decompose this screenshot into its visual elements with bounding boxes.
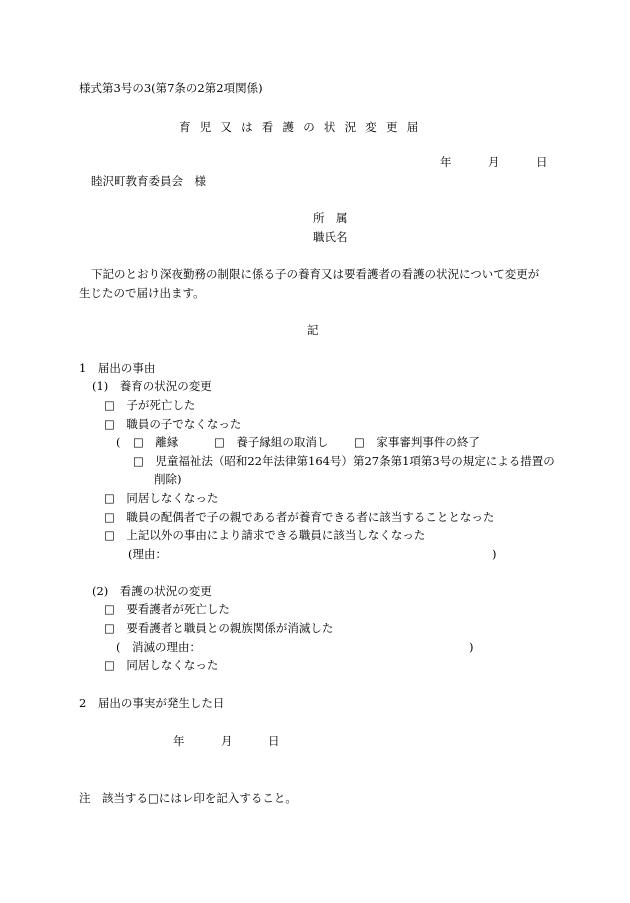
document-title: 育児又は看護の状況変更届 xyxy=(179,120,428,134)
date-month-label: 月 xyxy=(221,734,233,748)
checkbox-item: □ 離縁 xyxy=(133,435,179,449)
reason-label: (理由： xyxy=(128,547,167,561)
form-label: 様式第3号の3(第7条の2第2項関係) xyxy=(79,81,263,95)
checkbox-item: □ 子が死亡した xyxy=(104,398,196,412)
date-day-label: 日 xyxy=(536,155,548,169)
checkbox-item: □ 要看護者が死亡した xyxy=(104,602,230,616)
sub2-heading: (2) 看護の状況の変更 xyxy=(92,584,212,598)
checkbox-item: □ 上記以外の事由により請求できる職員に該当しなくなった xyxy=(104,528,426,542)
checkbox-item: □ 職員の配偶者で子の親である者が養育できる者に該当することとなった xyxy=(104,510,495,524)
checkbox-item: □ 職員の子でなくなった xyxy=(104,417,242,431)
checkbox-item: □ 児童福祉法（昭和22年法律第164号）第27条第1項第3号の規定による措置の xyxy=(133,454,555,468)
checkbox-item: □ 要看護者と職員との親族関係が消滅した xyxy=(104,621,334,635)
ki-heading: 記 xyxy=(307,323,319,337)
reason-label: ( 消滅の理由： xyxy=(116,640,201,654)
footnote: 注 該当する□にはレ印を記入すること。 xyxy=(79,791,297,805)
intro-line: 生じたので届け出ます。 xyxy=(79,286,205,300)
date-day-label: 日 xyxy=(268,734,280,748)
detail-continuation: 削除) xyxy=(154,472,182,486)
reason-close-paren: ) xyxy=(469,640,474,654)
reason-close-paren: ) xyxy=(492,547,497,561)
affiliation-label: 所 属 xyxy=(313,211,348,225)
checkbox-item: □ 同居しなくなった xyxy=(104,658,219,672)
section1-heading: 1 届出の事由 xyxy=(79,361,156,375)
checkbox-item: □ 家事審判事件の終了 xyxy=(354,435,480,449)
section2-heading: 2 届出の事実が発生した日 xyxy=(79,696,225,710)
staff-name-label: 職氏名 xyxy=(313,230,348,244)
date-month-label: 月 xyxy=(488,155,500,169)
addressee: 睦沢町教育委員会 様 xyxy=(91,174,206,188)
detail-open-paren: ( xyxy=(116,435,121,449)
intro-line: 下記のとおり深夜勤務の制限に係る子の養育又は要看護者の看護の状況について変更が xyxy=(91,267,540,281)
date-year-label: 年 xyxy=(173,734,185,748)
checkbox-item: □ 養子縁組の取消し xyxy=(214,435,329,449)
checkbox-item: □ 同居しなくなった xyxy=(104,491,219,505)
date-year-label: 年 xyxy=(440,155,452,169)
sub1-heading: (1) 養育の状況の変更 xyxy=(92,379,212,393)
